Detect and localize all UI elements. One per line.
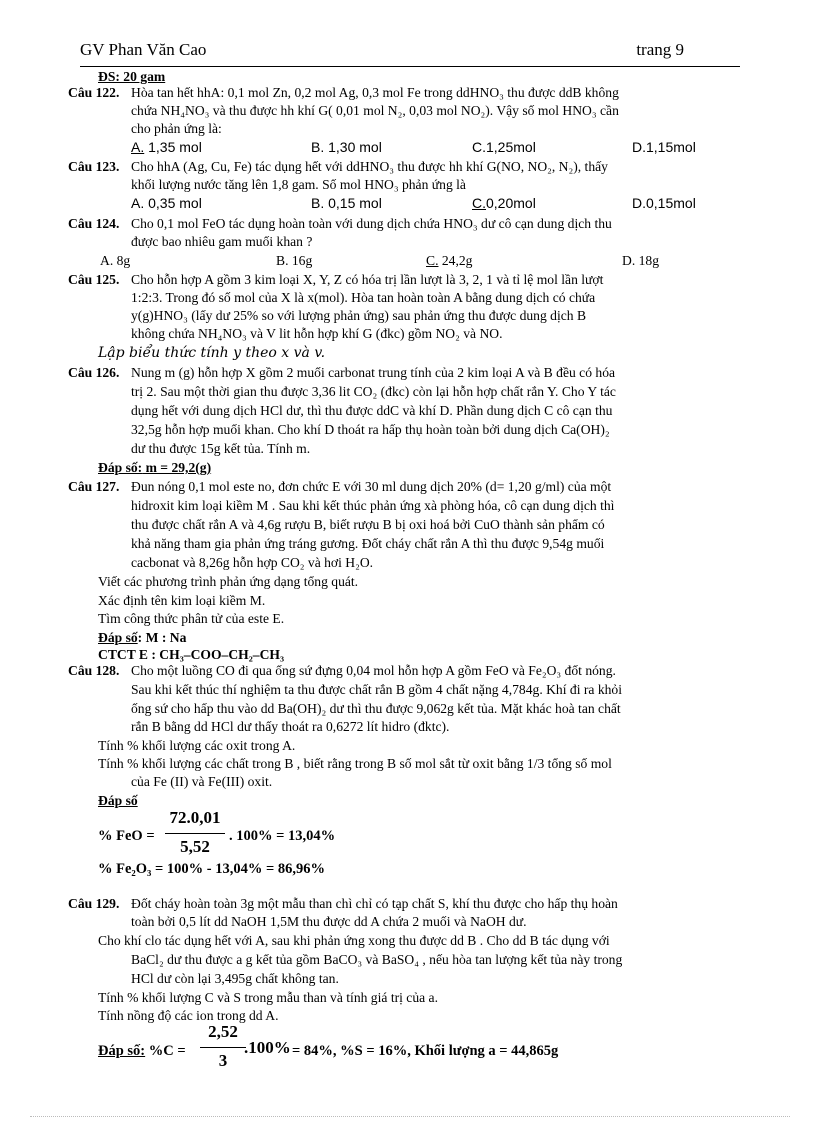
question-125-line2: 1:2:3. Trong đó số mol của X là x(mol). Hòa tan hoàn toàn A bằng dung dịch có chứa: [131, 290, 596, 305]
question-127-line3: thu được chất rắn A và 4,6g rượu B, biết rượu B bị oxi hoá bởi CuO thành sản phẩm có: [131, 517, 605, 532]
feo-lhs: % FeO =: [98, 828, 155, 844]
carbon-percent: .100%: [244, 1038, 291, 1057]
page-number: trang 9: [636, 40, 684, 59]
question-124-option-d: D. 18g: [622, 253, 660, 268]
question-122-option-d: D.1,15mol: [632, 139, 696, 155]
question-124-line1: Cho 0,1 mol FeO tác dụng hoàn toàn với dung dịch chứa HNO₃ dư cô cạn dung dịch thu: [131, 216, 612, 231]
question-128-line2: Sau khi kết thúc thí nghiệm ta thu được chất rắn B gồm 4 chất nặng 4,784g. Khí đi ra khỏi: [131, 682, 623, 697]
question-128-answer: Đáp số: [98, 793, 138, 808]
question-122-line2: chứa NH₄NO₃ và thu được hh khí G( 0,01 mol N₂, 0,03 mol NO₂). Vậy số mol HNO₃ cần: [131, 103, 619, 118]
question-129-result: = 84%, %S = 16%, Khối lượng a = 44,865g: [292, 1043, 559, 1059]
question-127-task1: Viết các phương trình phản ứng dạng tổng quát.: [98, 574, 359, 589]
question-126-line3: dụng hết với dung dịch HCl dư, thì thu được ddC và khí D. Phần dung dịch C cô cạn thu: [131, 403, 613, 418]
question-126-line4: 32,5g hỗn hợp muối khan. Cho khí D thoát ra hấp thụ hoàn toàn bởi dung dịch Ca(OH)₂: [131, 422, 610, 437]
question-129-line5: HCl dư còn lại 3,495g chất không tan.: [131, 971, 339, 986]
question-123-option-d: D.0,15mol: [632, 195, 696, 211]
question-127-line4: khả năng tham gia phản ứng tráng gương. Đốt cháy chất rắn A thì thu được 9,54g muối: [131, 536, 605, 551]
question-128-task2: Tính % khối lượng các chất trong B , biết rằng trong B số mol sắt từ oxit bằng 1/3 tổng số mol: [98, 756, 612, 771]
page-header: [80, 40, 740, 67]
question-124-option-c: C. 24,2g: [426, 253, 473, 268]
question-126-label: Câu 126.: [68, 365, 120, 380]
question-129-line3: Cho khí clo tác dụng hết với A, sau khi phản ứng xong thu được dd B . Cho dd B tác dụng với: [98, 933, 610, 948]
carbon-denominator: 3: [218, 1051, 228, 1070]
question-128-line1: Cho một luồng CO đi qua ống sứ đựng 0,04 mol hỗn hợp A gồm FeO và Fe₂O₃ đốt nóng.: [131, 663, 616, 678]
question-123-option-a: A. 0,35 mol: [131, 195, 202, 211]
question-124-option-a: A. 8g: [100, 253, 131, 268]
feo-numerator: 72.0,01: [169, 808, 221, 827]
question-128-task3: của Fe (II) và Fe(III) oxit.: [131, 774, 273, 789]
question-124-option-b: B. 16g: [276, 253, 313, 268]
question-128-line3: ống sứ cho hấp thu vào dd Ba(OH)₂ dư thì thu được 9,062g kết tủa. Mặt khác hoà tan chất: [131, 701, 621, 716]
question-127-task3: Tìm công thức phân tử của este E.: [98, 611, 285, 626]
question-123-option-b: B. 0,15 mol: [311, 195, 382, 211]
question-122-line1: Hòa tan hết hhA: 0,1 mol Zn, 0,2 mol Ag, 0,3 mol Fe trong ddHNO₃ thu được ddB không: [131, 85, 619, 100]
carbon-numerator: 2,52: [208, 1022, 238, 1041]
question-123-line1: Cho hhA (Ag, Cu, Fe) tác dụng hết với ddHNO₃ thu được hh khí G(NO, NO₂, N₂), thấy: [131, 159, 608, 174]
question-124-label: Câu 124.: [68, 216, 120, 231]
question-127-line2: hidroxit kim loại kiềm M . Sau khi kết thúc phản ứng xà phòng hóa, cô cạn dung dịch thì: [131, 498, 615, 513]
question-129-task2: Tính nồng độ các ion trong dd A.: [98, 1008, 279, 1023]
question-122-option-c: C.1,25mol: [472, 139, 536, 155]
footer-dotted-line: [30, 1116, 790, 1117]
question-126-line5: dư thu được 15g kết tủa. Tính m.: [131, 441, 311, 456]
question-122-label: Câu 122.: [68, 85, 120, 100]
question-126-line2: trị 2. Sau một thời gian thu được 3,36 lit CO₂ (đkc) còn lại hỗn hợp chất rắn Y. Cho Y tác: [131, 384, 616, 399]
question-123-label: Câu 123.: [68, 159, 120, 174]
question-122-option-a: A. 1,35 mol: [131, 139, 202, 155]
fe2o3-result: % Fe₂O₃ = 100% - 13,04% = 86,96%: [98, 861, 325, 877]
answer-20g: ĐS: 20 gam: [98, 69, 166, 84]
question-127-answer: Đáp số: M : Na: [98, 630, 187, 645]
question-125-line1: Cho hỗn hợp A gồm 3 kim loại X, Y, Z có hóa trị lần lượt là 3, 2, 1 và tỉ lệ mol lần lượt: [131, 272, 604, 287]
question-122-option-b: B. 1,30 mol: [311, 139, 382, 155]
question-128-task1: Tính % khối lượng các oxit trong A.: [98, 738, 296, 753]
feo-result: . 100% = 13,04%: [229, 828, 336, 844]
question-125-task: Lập biểu thức tính y theo x và v.: [98, 345, 326, 361]
question-129-label: Câu 129.: [68, 896, 120, 911]
question-126-answer: Đáp số: m = 29,2(g): [98, 460, 212, 475]
question-124-line2: được bao nhiêu gam muối khan ?: [131, 234, 313, 249]
question-123-option-c: C.0,20mol: [472, 195, 536, 211]
question-125-line3: y(g)HNO₃ (lấy dư 25% so với lượng phản ứng) sau phản ứng thu được dung dịch B: [131, 308, 587, 323]
question-127-ctct: CTCT E : CH₃–COO–CH₂–CH₃: [98, 647, 285, 662]
carbon-fraction-bar: [200, 1047, 246, 1048]
question-127-task2: Xác định tên kim loại kiềm M.: [98, 593, 266, 608]
question-129-line1: Đốt cháy hoàn toàn 3g một mẫu than chì chỉ có tạp chất S, khí thu được cho hấp thụ hoàn: [131, 896, 618, 911]
question-123-line2: khối lượng nước tăng lên 1,8 gam. Số mol HNO₃ phản ứng là: [131, 177, 466, 192]
question-125-line4: không chứa NH₄NO₃ và V lit hỗn hợp khí G (đkc) gồm NO₂ và NO.: [131, 326, 503, 341]
author-name: GV Phan Văn Cao: [80, 40, 207, 59]
question-127-label: Câu 127.: [68, 479, 120, 494]
question-125-label: Câu 125.: [68, 272, 120, 287]
question-129-line2: toàn bởi 0,5 lít dd NaOH 1,5M thu được dd A chứa 2 muối và NaOH dư.: [131, 914, 527, 929]
question-129-line4: BaCl₂ dư thu được a g kết tủa gồm BaCO₃ và BaSO₄ , nếu hòa tan lượng kết tủa này trong: [131, 952, 623, 967]
question-129-task1: Tính % khối lượng C và S trong mẫu than và tính giá trị của a.: [98, 990, 438, 1005]
question-122-line3: cho phản ứng là:: [131, 121, 222, 136]
feo-fraction: [165, 808, 225, 858]
carbon-fraction: [200, 1022, 246, 1072]
feo-fraction-bar: [165, 833, 225, 834]
question-127-line5: cacbonat và 8,26g hỗn hợp CO₂ và hơi H₂O.: [131, 555, 374, 570]
question-127-line1: Đun nóng 0,1 mol este no, đơn chức E với 30 ml dung dịch 20% (d= 1,20 g/ml) của một: [131, 479, 612, 494]
question-129-answer-label: Đáp số: %C =: [98, 1043, 186, 1059]
question-126-line1: Nung m (g) hỗn hợp X gồm 2 muối carbonat trung tính của 2 kim loại A và B đều có hóa: [131, 365, 616, 380]
question-128-label: Câu 128.: [68, 663, 120, 678]
feo-denominator: 5,52: [180, 837, 210, 856]
question-128-line4: rắn B bằng dd HCl dư thấy thoát ra 0,6272 lít hidro (đktc).: [131, 719, 450, 734]
